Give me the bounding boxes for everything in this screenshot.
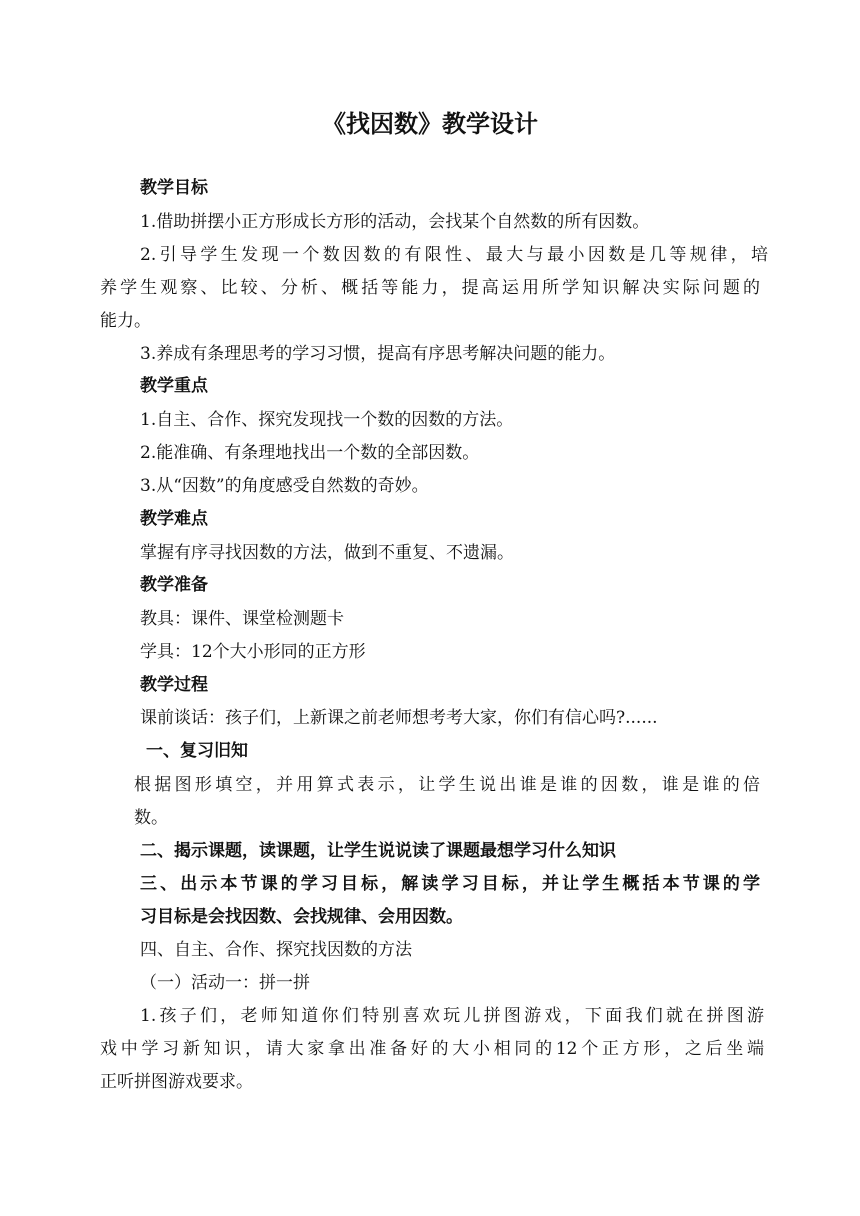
paragraph-line: 学具：12个大小形同的正方形: [140, 642, 366, 662]
paragraph-line: 2.能准确、有条理地找出一个数的全部因数。: [140, 443, 480, 463]
section-heading: 教学难点: [140, 509, 208, 529]
paragraph-line: 根据图形填空，并用算式表示，让学生说出谁是谁的因数，谁是谁的倍: [134, 775, 760, 795]
paragraph-line: 数。: [134, 808, 168, 828]
section-heading: 教学准备: [140, 575, 208, 595]
paragraph-line: 1.自主、合作、探究发现找一个数的因数的方法。: [140, 410, 514, 430]
paragraph-line: 1.孩子们，老师知道你们特别喜欢玩儿拼图游戏，下面我们就在拼图游: [140, 1006, 764, 1026]
paragraph-line: 戏中学习新知识，请大家拿出准备好的大小相同的12个正方形，之后坐端: [100, 1039, 764, 1059]
paragraph-line: 三、出示本节课的学习目标，解读学习目标，并让学生概括本节课的学: [140, 874, 760, 894]
paragraph-line: （一）活动一：拼一拼: [140, 973, 310, 993]
paragraph-line: 二、揭示课题，读课题，让学生说说读了课题最想学习什么知识: [140, 841, 616, 861]
document-title: 《找因数》教学设计: [322, 110, 538, 138]
paragraph-line: 正听拼图游戏要求。: [100, 1072, 253, 1092]
paragraph-line: 3.从“因数”的角度感受自然数的奇妙。: [140, 476, 429, 496]
paragraph-line: 课前谈话：孩子们，上新课之前老师想考考大家，你们有信心吗?......: [140, 708, 658, 728]
paragraph-line: 四、自主、合作、探究找因数的方法: [140, 940, 412, 960]
paragraph-line: 掌握有序寻找因数的方法，做到不重复、不遗漏。: [140, 543, 514, 563]
section-heading: 教学目标: [140, 178, 208, 198]
paragraph-line: 能力。: [100, 311, 151, 331]
paragraph-line: 3.养成有条理思考的学习习惯，提高有序思考解决问题的能力。: [140, 344, 616, 364]
paragraph-line: 1.借助拼摆小正方形成长方形的活动，会找某个自然数的所有因数。: [140, 212, 650, 232]
paragraph-line: 教具：课件、课堂检测题卡: [140, 609, 344, 629]
section-heading: 教学重点: [140, 376, 208, 396]
paragraph-line: 2.引导学生发现一个数因数的有限性、最大与最小因数是几等规律，培: [140, 245, 768, 265]
section-heading: 教学过程: [140, 675, 208, 695]
paragraph-line: 养学生观察、比较、分析、概括等能力，提高运用所学知识解决实际问题的: [100, 278, 760, 298]
paragraph-line: 习目标是会找因数、会找规律、会用因数。: [140, 907, 463, 927]
section-heading: 一、复习旧知: [146, 741, 248, 761]
